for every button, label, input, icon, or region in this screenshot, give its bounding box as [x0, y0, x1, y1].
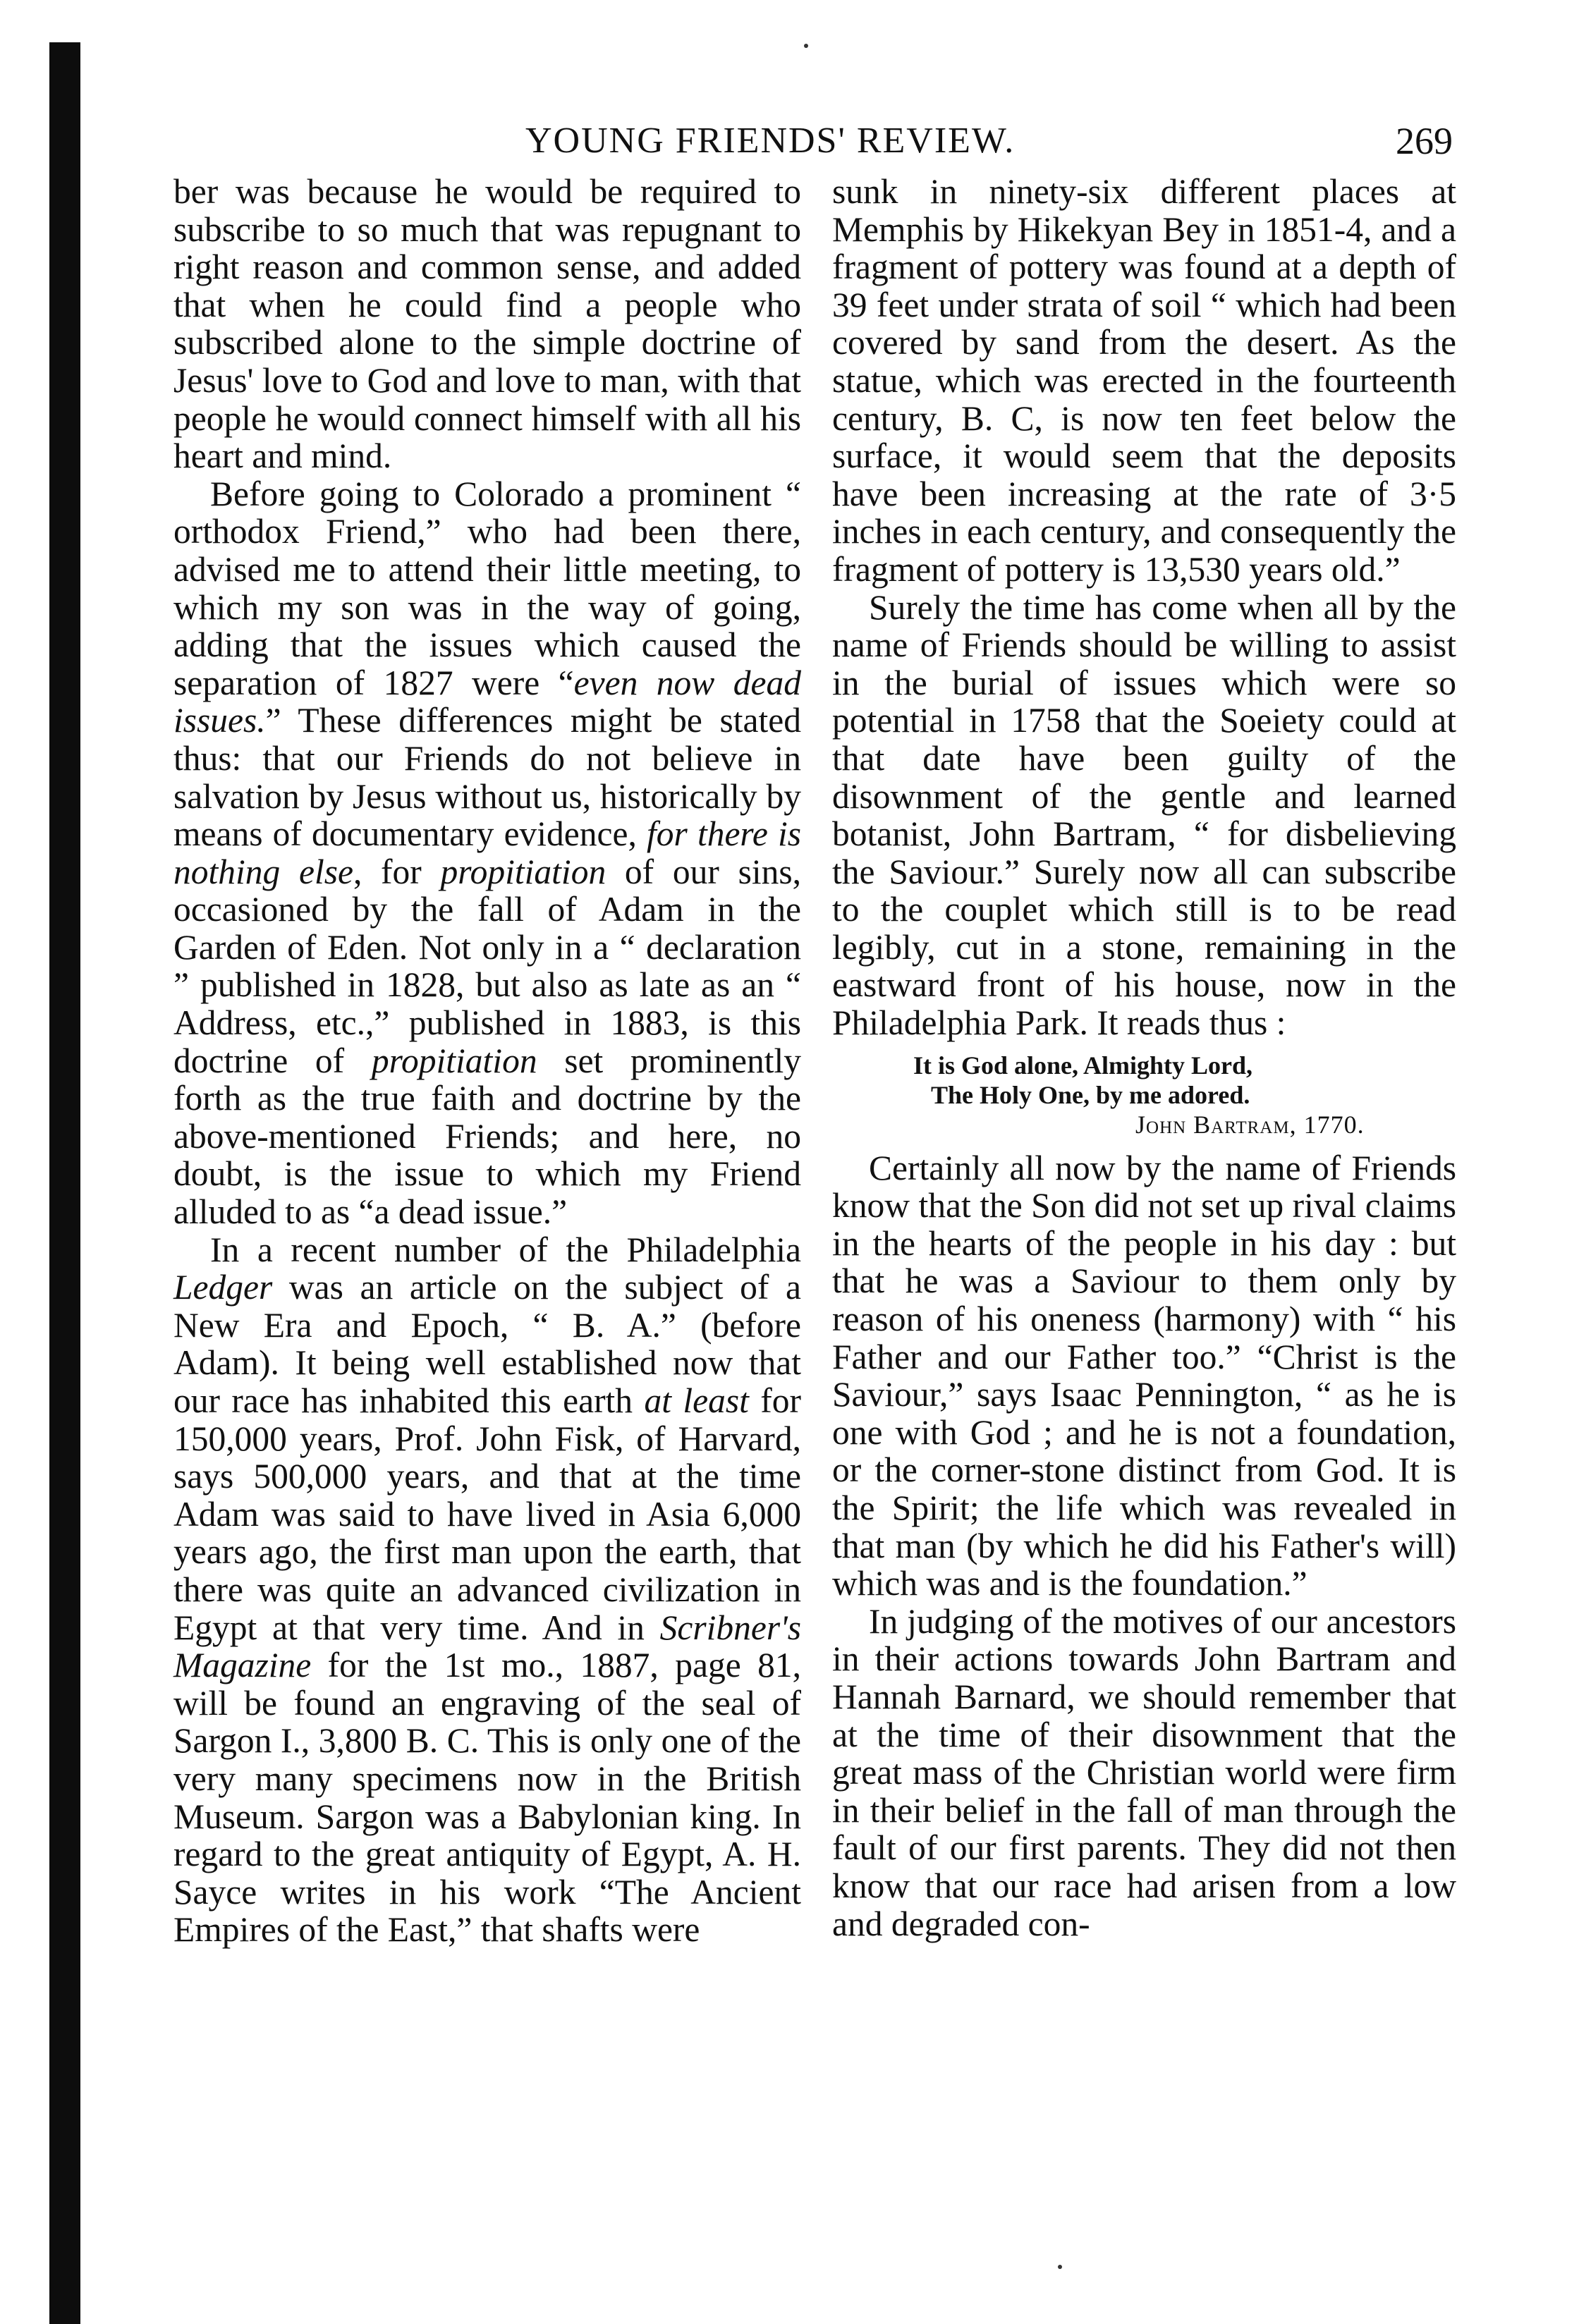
paragraph: In a recent number of the Philadelphia Ledger was an article on the subject of a New Era and Epoch, “ B. A.” (before Adam). It being well established now that our race has inhabited this earth at least for 150,000 years, Prof. John Fisk, of Harvard, says 500,000 years, and that at the time Adam was said to have lived in Asia 6,000 years ago, the first man upon the earth, that there was quite an advanced civilization in Egypt at that very time. And in Scribner's Magazine for the 1st mo., 1887, page 81, will be found an engraving of the seal of Sargon I., 3,800 B. C. This is only one of the very many specimens now in the British Museum. Sargon was a Babylonian king. In regard to the great antiquity of Egypt, A. H. Sayce writes in his work “The Ancient Empires of the East,” that shafts were — [173, 1230, 802, 1950]
verse-line: It is God alone, Almighty Lord, — [913, 1051, 1253, 1080]
paragraph: Surely the time has come when all by the name of Friends should be willing to assist in the burial of issues which were so potential in 1758 that the Soeiety could at that date have been guilty of the disownment of the gentle and learned botanist, John Bartram, “ for disbelieving the Saviour.” Surely now all can subscribe to the couplet which still is to be read legibly, cut in a stone, remaining in the eastward front of his house, now in the Philadelphia Park. It reads thus : — [832, 587, 1456, 1043]
italic-phrase: even now dead issues. — [173, 663, 801, 740]
right-column — [832, 173, 1456, 2288]
binding-edge-shadow — [49, 42, 80, 2324]
running-title: YOUNG FRIENDS' REVIEW. — [525, 121, 1016, 161]
italic-phrase: Scribner's Magazine — [173, 1608, 801, 1685]
page-number: 269 — [1396, 120, 1453, 162]
italic-phrase: at least — [644, 1381, 749, 1420]
italic-phrase: Ledger — [173, 1268, 273, 1307]
speck-mark — [804, 44, 808, 48]
paragraph: ber was because he would be required to subscribe to so much that was repugnant to right reason and common sense, and added that when he could find a people who subscribed alone to the simple doctrine of Jesus' love to God and love to man, with that people he would connect himself with all his heart and mind. — [173, 172, 801, 476]
inscription-couplet — [832, 1051, 1456, 1139]
left-column — [173, 173, 801, 2288]
paragraph: Certainly all now by the name of Friends know that the Son did not set up rival claims in the hearts of the people in his day : but that he was a Saviour to them only by reason of his oneness (harmony) with “ his Father and our Father too.” “Christ is the Saviour,” says Isaac Pennington, “ as he is one with God ; and he is not a foundation, or the corner-stone distinct from God. It is the Spirit; the life which was revealed in that man (by which he did his Father's will) which was and is the foundation.” — [832, 1148, 1456, 1603]
page-header — [169, 116, 1453, 166]
paragraph: In judging of the motives of our ancestors in their actions towards John Bartram and Hannah Barnard, we should remember that at the time of their disownment that the great mass of the Christian world were firm in their belief in the fall of man through the fault of our first parents. They did not then know that our race had arisen from a low and degraded con- — [832, 1601, 1456, 1943]
verse-signature: John Bartram, 1770. — [1135, 1110, 1365, 1139]
paragraph: sunk in ninety-six different places at Memphis by Hikekyan Bey in 1851-4, and a fragment of pottery was found at a depth of 39 feet under strata of soil “ which had been covered by sand from the desert. As the statue, which was erected in the fourteenth century, B. C, is now ten feet below the surface, it would seem that the deposits have been increasing at the rate of 3·5 inches in each century, and consequently the fragment of pottery is 13,530 years old.” — [832, 172, 1456, 589]
paragraph: Before going to Colorado a prominent “ orthodox Friend,” who had been there, advised me to attend their little meeting, to which my son was in the way of going, adding that the issues which caused the separation of 1827 were “even now dead issues.” These differences might be stated thus: that our Friends do not believe in salvation by Jesus without us, historically by means of documentary evidence, for there is nothing else, for propitiation of our sins, occasioned by the fall of Adam in the Garden of Eden. Not only in a “ declaration ” published in 1828, but also as late as an “ Address, etc.,” published in 1883, is this doctrine of propitiation set prominently forth as the true faith and doctrine by the above-mentioned Friends; and here, no doubt, is the issue to which my Friend alluded to as “a dead issue.” — [173, 474, 802, 1232]
italic-phrase: propitiation — [440, 852, 606, 891]
verse-line: The Holy One, by me adored. — [931, 1080, 1250, 1109]
italic-phrase: for there is nothing else — [173, 814, 801, 891]
italic-phrase: propitiation — [371, 1041, 537, 1080]
